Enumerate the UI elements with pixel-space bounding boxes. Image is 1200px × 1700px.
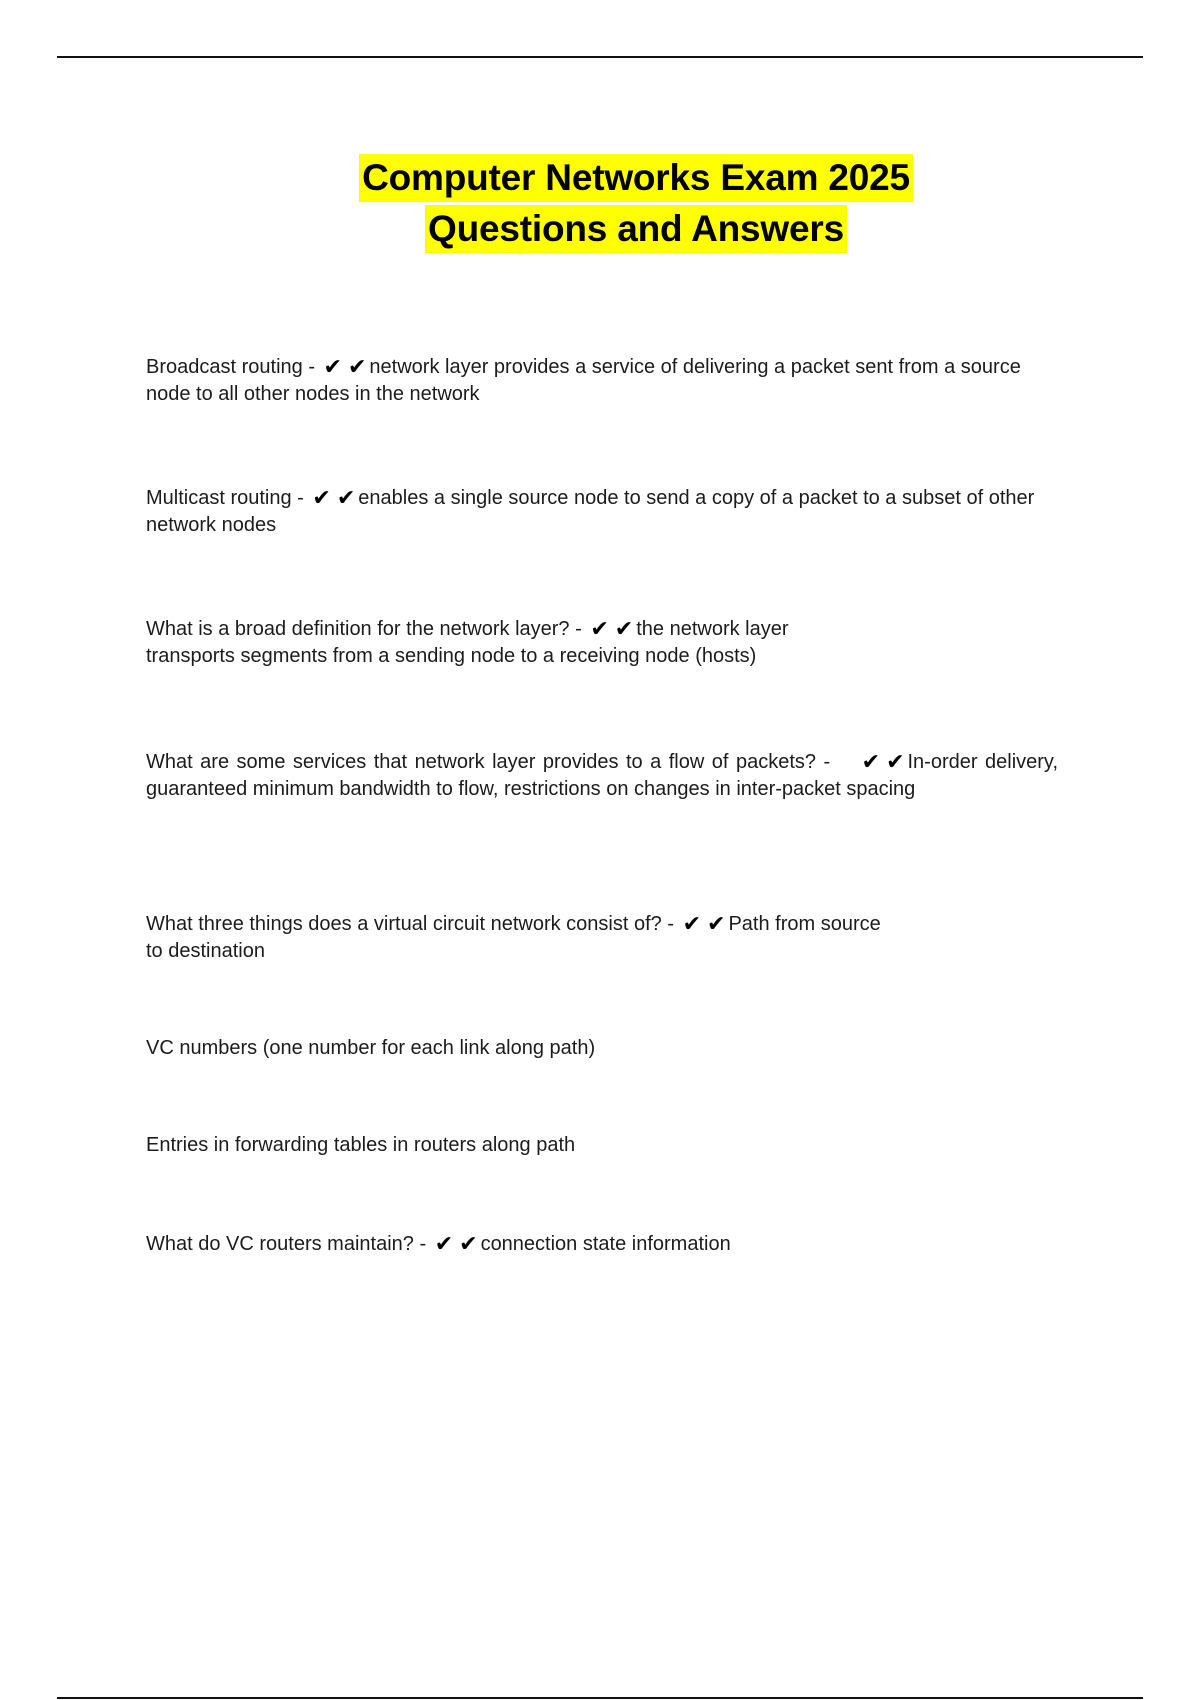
check-mark-icon: ✔ — [682, 912, 702, 937]
bottom-rule — [57, 1697, 1143, 1699]
qa-item-multicast-routing — [146, 485, 1058, 539]
check-mark-icon: ✔ — [434, 1232, 454, 1257]
question-text: What are some services that network layer provides to a flow of packets? - — [146, 751, 831, 773]
answer-text: VC numbers (one number for each link along path) — [146, 1037, 596, 1059]
answer-text-continued: transports segments from a sending node to a receiving node (hosts) — [146, 645, 757, 667]
title-line-1: Computer Networks Exam 2025 — [359, 154, 913, 202]
answer-text-continued: to destination — [146, 940, 265, 962]
qa-item-vc-routers — [146, 1231, 1058, 1258]
question-text: What do VC routers maintain? - — [146, 1233, 427, 1255]
check-mark-icon: ✔ — [861, 750, 881, 775]
document-title — [0, 154, 1200, 256]
check-mark-icon: ✔ — [614, 617, 634, 642]
answer-text: connection state information — [480, 1233, 731, 1255]
qa-item-virtual-circuit-network — [146, 911, 1058, 965]
top-rule — [57, 56, 1143, 58]
answer-text: the network layer — [636, 618, 789, 640]
qa-item-network-layer-definition — [146, 616, 1058, 670]
answer-text: Path from source — [728, 913, 881, 935]
question-text: Broadcast routing - — [146, 356, 315, 378]
check-mark-icon: ✔ — [590, 617, 609, 642]
question-text: What three things does a virtual circuit network consist of? - — [146, 913, 675, 935]
answer-continuation-vc-numbers — [146, 1035, 1058, 1062]
question-text: What is a broad definition for the network layer? - — [146, 618, 582, 640]
check-mark-icon: ✔ — [323, 355, 342, 380]
check-mark-icon: ✔ — [459, 1232, 478, 1257]
qa-item-broadcast-routing — [146, 354, 1058, 408]
answer-text: enables a single source node to send a copy of a packet to a subset of other network nodes — [146, 487, 1035, 536]
check-mark-icon: ✔ — [707, 912, 726, 937]
check-mark-icon: ✔ — [312, 486, 331, 511]
answer-text: network layer provides a service of delivering a packet sent from a source node to all other nodes in the network — [146, 356, 1021, 405]
answer-text: In-order delivery, guaranteed minimum bandwidth to flow, restrictions on changes in inter-packet spacing — [146, 751, 1058, 800]
answer-text: Entries in forwarding tables in routers along path — [146, 1134, 576, 1156]
qa-item-network-layer-services — [146, 749, 1058, 803]
check-mark-icon: ✔ — [336, 486, 356, 511]
title-line-2: Questions and Answers — [425, 205, 847, 253]
check-mark-icon: ✔ — [886, 750, 905, 775]
answer-continuation-forwarding-tables — [146, 1132, 1058, 1159]
question-text: Multicast routing - — [146, 487, 304, 509]
check-mark-icon: ✔ — [347, 355, 367, 380]
